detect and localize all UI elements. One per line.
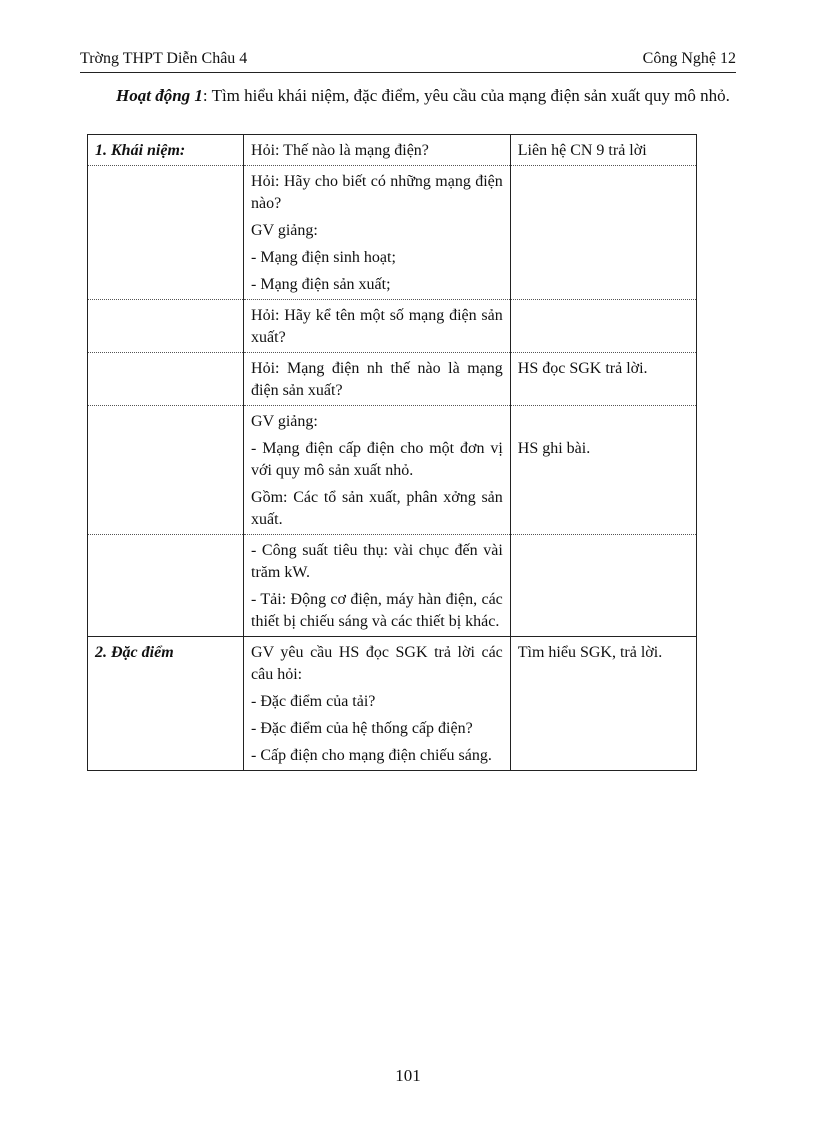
teacher-activity-cell [244,300,511,353]
cell-line: GV giảng: [251,222,318,239]
cell-line: Tìm hiểu SGK, trả lời. [517,644,663,661]
cell-line: Liên hệ CN 9 trả lời [517,142,647,159]
cell-line: Hỏi: Hãy kể tên một số mạng điện sản xuất? [251,307,503,346]
teacher-activity-cell [244,637,511,771]
cell-line: - Mạng điện sản xuất; [251,276,391,293]
page-header [80,50,736,73]
subject-name: Công Nghệ 12 [642,50,736,67]
cell-line: Gồm: Các tổ sản xuất, phân xởng sản xuất. [251,489,503,528]
student-activity-cell [510,535,696,637]
table-row [88,300,697,353]
cell-line: Hỏi: Hãy cho biết có những mạng điện nào? [251,173,503,212]
student-activity-cell [510,166,696,300]
teacher-activity-cell [244,406,511,535]
cell-line: Hỏi: Thế nào là mạng điện? [251,142,429,159]
teacher-activity-cell [244,353,511,406]
section-heading-cell [88,406,244,535]
teacher-activity-cell [244,135,511,166]
cell-line [518,411,689,433]
table-row [88,637,697,771]
cell-line: HS ghi bài. [517,440,591,457]
cell-line: GV giảng: [251,413,318,430]
student-activity-cell [510,406,696,535]
cell-line: - Mạng điện sinh hoạt; [251,249,396,266]
cell-line: - Tải: Động cơ điện, máy hàn điện, các thiết bị chiếu sáng và các thiết bị khác. [251,591,503,630]
cell-line: - Mạng điện cấp điện cho một đơn vị với quy mô sản xuất nhỏ. [251,440,503,479]
activity-text: : Tìm hiểu khái niệm, đặc điểm, yêu cầu của mạng điện sản xuất quy mô nhỏ. [202,86,730,105]
section-heading-cell [88,353,244,406]
cell-line: Hỏi: Mạng điện nh thế nào là mạng điện sản xuất? [251,360,503,399]
activity-label: Hoạt động 1 [116,86,203,105]
student-activity-cell [510,353,696,406]
teacher-activity-cell [244,535,511,637]
student-activity-cell [510,135,696,166]
table-row [88,406,697,535]
student-activity-cell [510,300,696,353]
school-name: Trờng THPT Diễn Châu 4 [80,50,248,67]
table-row [88,353,697,406]
section-heading-cell [88,300,244,353]
lesson-table [87,134,697,771]
cell-line: GV yêu cầu HS đọc SGK trả lời các câu hỏi: [251,644,503,683]
cell-line: - Đặc điểm của hệ thống cấp điện? [251,720,473,737]
section-heading-cell [88,166,244,300]
activity-intro [80,84,740,108]
cell-line: - Cấp điện cho mạng điện chiếu sáng. [251,747,492,764]
section-heading-cell: 1. Khái niệm: [88,135,244,166]
section-heading-cell [88,535,244,637]
table-row [88,166,697,300]
cell-line: HS đọc SGK trả lời. [517,360,648,377]
cell-line: - Đặc điểm của tải? [251,693,376,710]
table-row [88,535,697,637]
cell-line: - Công suất tiêu thụ: vài chục đến vài trăm kW. [251,542,503,581]
table-row [88,135,697,166]
student-activity-cell [510,637,696,771]
teacher-activity-cell [244,166,511,300]
page-number: 101 [395,1066,421,1085]
section-heading-cell: 2. Đặc điểm [88,637,244,771]
